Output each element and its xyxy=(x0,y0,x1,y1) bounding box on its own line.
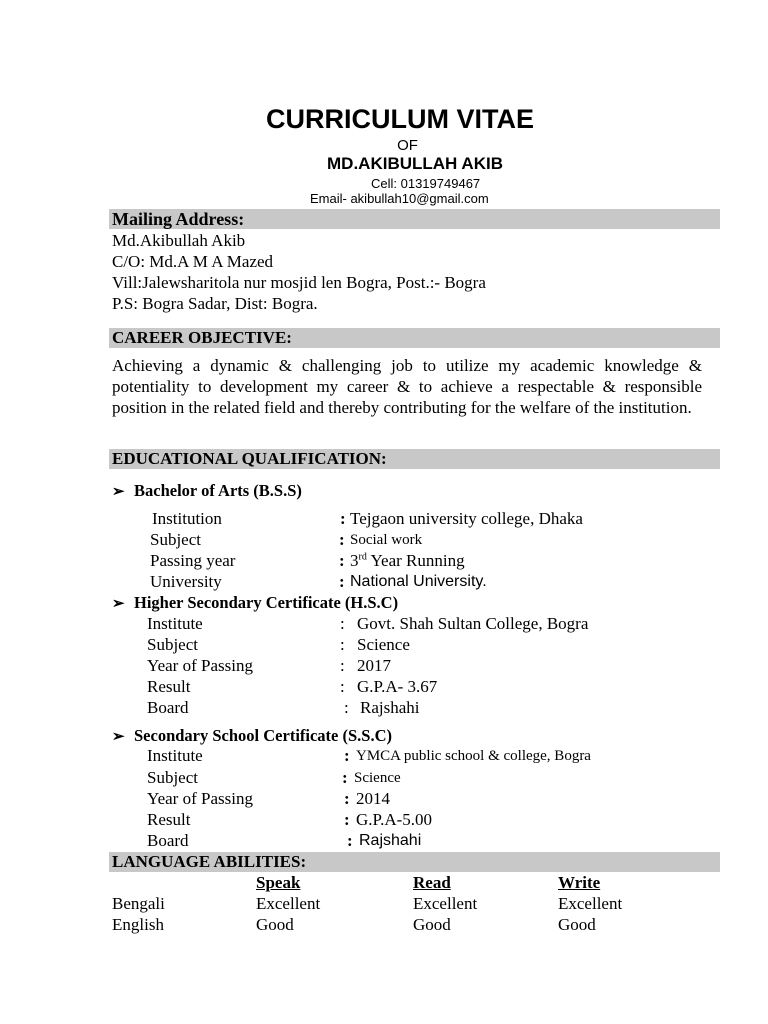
row-key: Board xyxy=(147,698,189,717)
section-bar-education xyxy=(109,449,720,469)
section-heading-language: LANGUAGE ABILITIES: xyxy=(112,852,307,871)
language-write-level: Good xyxy=(558,915,596,934)
section-bar-language xyxy=(109,852,720,872)
row-key: Institute xyxy=(147,746,203,765)
arrow-bullet-icon: ➢ xyxy=(112,729,125,745)
row-value: G.P.A- 3.67 xyxy=(357,677,438,696)
row-key: Subject xyxy=(150,530,201,549)
row-sep: : xyxy=(347,831,353,850)
row-sep: : xyxy=(344,789,350,808)
degree-title xyxy=(112,593,398,613)
arrow-bullet-icon: ➢ xyxy=(112,596,125,612)
section-heading-objective: CAREER OBJECTIVE: xyxy=(112,328,292,347)
email-address: Email- akibullah10@gmail.com xyxy=(310,191,489,206)
row-sep: : xyxy=(342,768,348,787)
row-sep: : xyxy=(339,530,345,549)
row-sep: : xyxy=(340,677,345,696)
row-sep: : xyxy=(344,746,350,765)
row-key: Board xyxy=(147,831,189,850)
language-write-level: Excellent xyxy=(558,894,623,913)
section-bar-mailing xyxy=(109,209,720,229)
row-sep: : xyxy=(339,551,345,570)
row-key: Year of Passing xyxy=(147,789,253,808)
row-value: G.P.A-5.00 xyxy=(356,810,433,829)
section-bar-objective xyxy=(109,328,720,348)
language-speak-level: Good xyxy=(256,915,294,934)
objective-text: Achieving a dynamic & challenging job to utilize my academic knowledge & potentiality to development my career & to achieve a respectable & responsible position in the related field and thereby contributing for the welfare of the institution. xyxy=(112,356,702,417)
row-value: Rajshahi xyxy=(360,698,420,717)
row-value: Science xyxy=(357,635,410,654)
degree-title xyxy=(112,481,302,501)
row-value: 2017 xyxy=(357,656,391,675)
language-name: English xyxy=(112,915,164,934)
candidate-name: MD.AKIBULLAH AKIB xyxy=(327,154,503,173)
section-heading-education: EDUCATIONAL QUALIFICATION: xyxy=(112,449,387,468)
row-sep: : xyxy=(339,572,345,591)
row-sep: : xyxy=(340,635,345,654)
degree-title-text: Secondary School Certificate (S.S.C) xyxy=(134,726,393,745)
row-sep: : xyxy=(340,656,345,675)
language-column-write: Write xyxy=(558,873,601,892)
row-sep: : xyxy=(344,810,350,829)
document-title: CURRICULUM VITAE xyxy=(266,104,534,134)
row-sep: : xyxy=(340,614,345,633)
section-heading-mailing: Mailing Address: xyxy=(112,209,245,229)
degree-title-text: Bachelor of Arts (B.S.S) xyxy=(134,481,302,500)
row-value: Social work xyxy=(350,532,423,548)
row-key: Year of Passing xyxy=(147,656,253,675)
mailing-line: P.S: Bogra Sadar, Dist: Bogra. xyxy=(112,294,318,313)
row-value: 2014 xyxy=(356,789,390,808)
language-read-level: Good xyxy=(413,915,451,934)
row-key: Result xyxy=(147,677,191,696)
mailing-line: Vill:Jalewsharitola nur mosjid len Bogra, Post.:- Bogra xyxy=(112,273,486,292)
row-key: Institution xyxy=(152,509,222,528)
row-sep: : xyxy=(344,698,349,717)
row-key: Result xyxy=(147,810,191,829)
row-sep: : xyxy=(340,509,346,528)
arrow-bullet-icon: ➢ xyxy=(112,484,125,500)
row-value: Tejgaon university college, Dhaka xyxy=(350,509,583,528)
mailing-line: C/O: Md.A M A Mazed xyxy=(112,252,274,271)
row-value: Rajshahi xyxy=(359,832,422,849)
language-column-read: Read xyxy=(413,873,451,892)
cell-number: Cell: 01319749467 xyxy=(371,176,481,191)
degree-title-text: Higher Secondary Certificate (H.S.C) xyxy=(134,593,399,612)
language-name: Bengali xyxy=(112,894,165,913)
row-value: National University. xyxy=(350,573,487,590)
degree-title xyxy=(112,726,392,746)
row-value: YMCA public school & college, Bogra xyxy=(356,748,591,764)
row-value: 3rd Year Running xyxy=(350,551,465,570)
row-key: Passing year xyxy=(150,551,236,570)
row-key: University xyxy=(150,572,222,591)
row-value: Govt. Shah Sultan College, Bogra xyxy=(357,614,589,633)
row-value: Science xyxy=(354,770,401,786)
language-column-speak: Speak xyxy=(256,873,301,892)
row-key: Institute xyxy=(147,614,203,633)
language-read-level: Excellent xyxy=(413,894,478,913)
row-key: Subject xyxy=(147,635,198,654)
language-speak-level: Excellent xyxy=(256,894,321,913)
mailing-line: Md.Akibullah Akib xyxy=(112,231,246,250)
title-of: OF xyxy=(397,137,418,154)
row-key: Subject xyxy=(147,768,198,787)
